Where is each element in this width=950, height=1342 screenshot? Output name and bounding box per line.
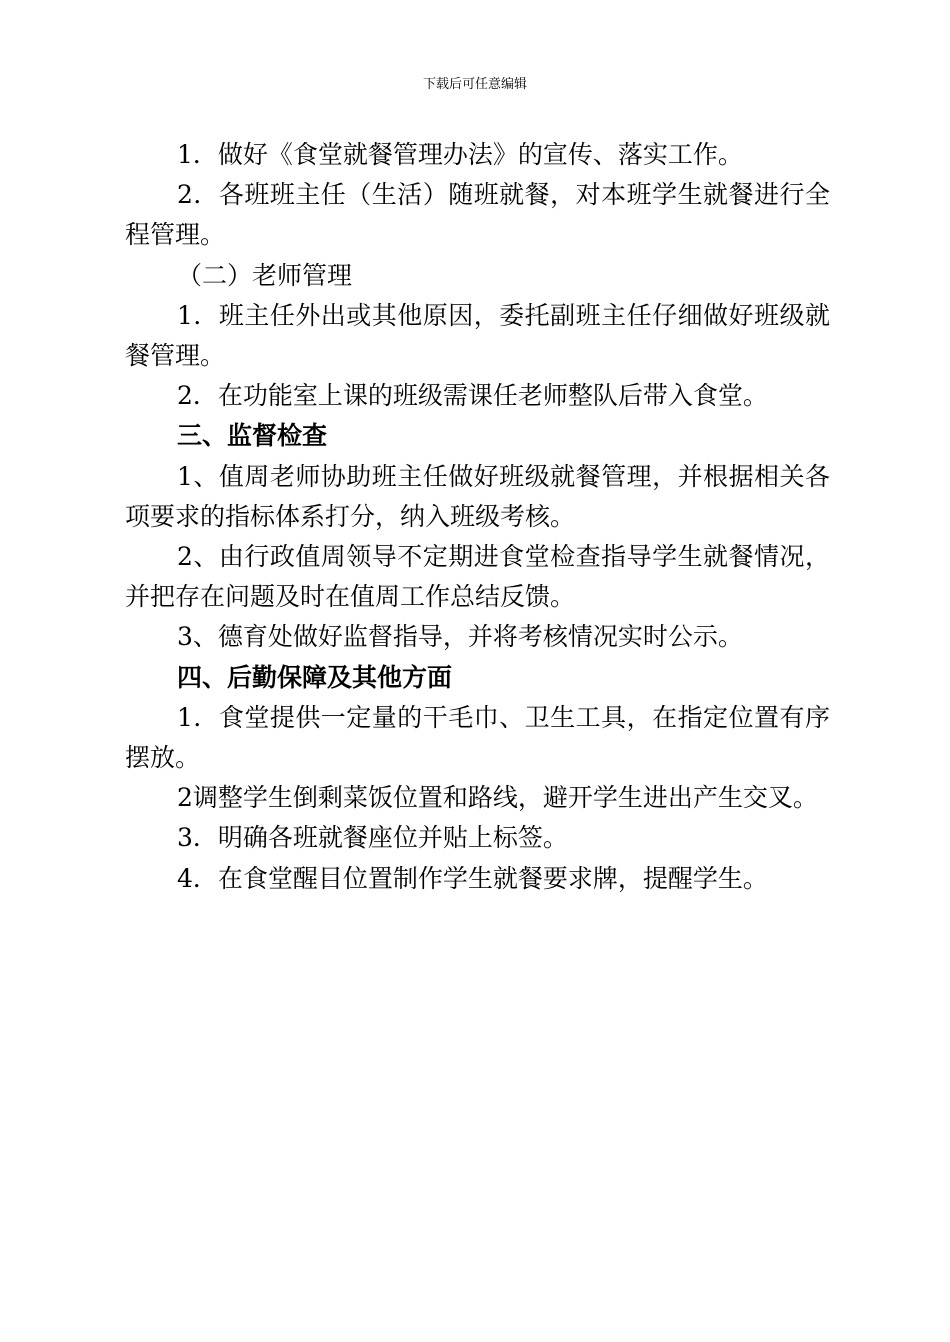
paragraph-2: 2．各班班主任（生活）随班就餐，对本班学生就餐进行全程管理。 <box>125 180 830 250</box>
paragraph-6: 2、由行政值周领导不定期进食堂检查指导学生就餐情况，并把存在问题及时在值周工作总结反馈。 <box>125 542 830 612</box>
paragraph-4: 2．在功能室上课的班级需课任老师整队后带入食堂。 <box>177 381 768 411</box>
paragraph-3: 1．班主任外出或其他原因，委托副班主任仔细做好班级就餐管理。 <box>125 300 830 371</box>
paragraph-11: 4．在食堂醒目位置制作学生就餐要求牌，提醒学生。 <box>177 863 768 893</box>
page-header: 下载后可任意编辑 <box>422 77 527 92</box>
subheading-teacher-management: （二）老师管理 <box>177 260 353 290</box>
paragraph-1: 1．做好《食堂就餐管理办法》的宣传、落实工作。 <box>177 140 743 169</box>
section-heading-logistics: 四、后勤保障及其他方面 <box>177 662 453 692</box>
document-body <box>125 135 830 899</box>
section-heading-supervision: 三、监督检查 <box>177 421 328 451</box>
paragraph-9: 2调整学生倒剩菜饭位置和路线，避开学生进出产生交叉。 <box>177 783 818 813</box>
paragraph-8: 1．食堂提供一定量的干毛巾、卫生工具，在指定位置有序摆放。 <box>125 702 830 773</box>
paragraph-5: 1、值周老师协助班主任做好班级就餐管理，并根据相关各项要求的指标体系打分，纳入班级考核。 <box>125 461 830 531</box>
paragraph-7: 3、德育处做好监督指导，并将考核情况实时公示。 <box>177 622 743 652</box>
paragraph-10: 3．明确各班就餐座位并贴上标签。 <box>177 823 568 853</box>
